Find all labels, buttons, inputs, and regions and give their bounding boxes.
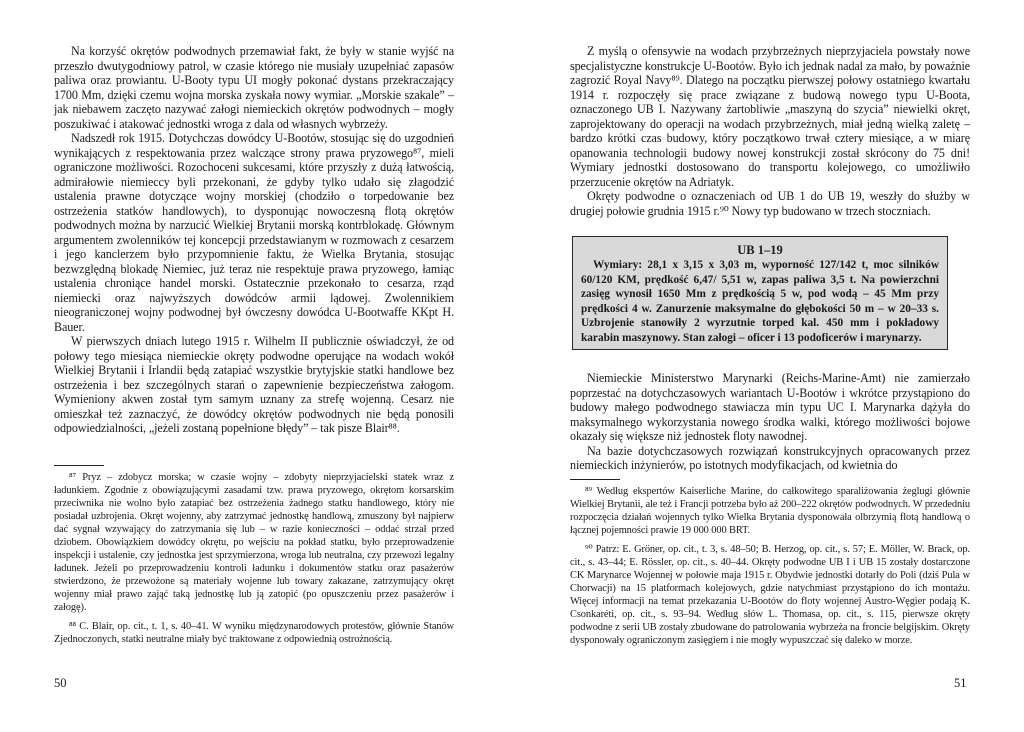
right-body-text-top [570, 44, 970, 218]
page-number: 51 [954, 676, 967, 690]
body-paragraph: Niemieckie Ministerstwo Marynarki (Reichs-Marine-Amt) nie zamierzało poprzestać na dotychczasowych wariantach U-Bootów i wkrótce przystąpiono do budowy małego podwodnego stawiacza min typu UC I. Marynarka dążyła do maksymalnego wykorzystania nowego środka walki, którego możliwości bojowe okazały się większe niż jednostek floty nawodnej. [570, 371, 970, 443]
body-paragraph: Na korzyść okrętów podwodnych przemawiał fakt, że były w stanie wyjść na przeszło dwutygodniowy patrol, w czasie którego nie musiały uzupełniać zapasów paliwa oraz prowiantu. U-Booty typu UI mogły pokonać dystans przekraczający 1700 Mm, dzięki czemu wojna morska zyskała nowy wymiar. „Morskie szakale” – jak niebawem zaczęto nazywać załogi niemieckich okrętów podwodnych – mogły poszukiwać i atakować jednostki wroga z dala od własnych wybrzeży. [54, 44, 454, 131]
right-body-text-bottom [570, 371, 970, 473]
footnote: ⁸⁷ Pryz – zdobycz morska; w czasie wojny – zdobyty nieprzyjacielski statek wraz z ładunkiem. Zgodnie z obowiązującymi zasadami tzw. prawa pryzowego, okrętom korsarskim przeciwnika nie wolno było zatapiać bez ostrzeżenia żadnego statku handlowego, który nie posiadał uzbrojenia. Okręt wojenny, aby zatrzymać jednostkę handlową, zmuszony był najpierw dać sygnał wzywający do zatrzymania się lub – w razie konieczności – oddać strzał przed dziobem. Obowiązkiem dowódcy okrętu, po wejściu na pokład statku, było przeprowadzenie inspekcji i ustalenie, czy jednostka jest sprzymierzona, wroga lub neutralna, czy przewozi legalny ładunek. Jeżeli po przeprowadzeniu kontroli ładunku i dokumentów statku oraz pasażerów stwierdzono, że przewożone są materiały wojenne lub towary zakazane, zatrzymujący okręt wojenny miał prawo zająć taką jednostkę lub ją zatopić (po opuszczeniu przez pasażerów i załogę). [54, 472, 454, 613]
box-title: UB 1–19 [737, 243, 783, 257]
body-paragraph: Z myślą o ofensywie na wodach przybrzeżnych nieprzyjaciela powstały nowe specjalistyczne konstrukcje U-Bootów. Było ich jednak nadal za mało, by poważnie zagrozić Royal Navy⁸⁹. Dlatego na początku pierwszej połowy ostatniego kwartału 1914 r. rozpoczęły się prace związane z budową nowego typu U-Boota, oznaczonego UB I. Nazywany żartobliwie „maszyną do szycia” niewielki okręt, zaprojektowany do operacji na wodach przybrzeżnych, miał jedną wielką zaletę – bardzo krótki czas budowy, który początkowo trwał cztery miesiące, a w miarę opanowania technologii budowy nowej konstrukcji został skrócony do 75 dni! Wymiary jednostki dostosowano do transportu kolejowego, co umożliwiło przerzucenie okrętów na Adriatyk. [570, 44, 970, 189]
left-body-text [54, 44, 454, 436]
footnote: ⁸⁸ C. Blair, op. cit., t. 1, s. 40–41. W wyniku międzynarodowych protestów, głównie Stanów Zjednoczonych, statki neutralne miały być traktowane z odpowiednią ostrożnością. [54, 621, 454, 645]
body-paragraph: Na bazie dotychczasowych rozwiązań konstrukcyjnych opracowanych przez niemieckich inżynierów, po istotnych modyfikacjach, od kwietnia do [570, 443, 970, 472]
box-text: Wymiary: 28,1 x 3,15 x 3,03 m, wyporność 127/142 t, moc silników 60/120 KM, prędkość 6,47/ 5,51 w, zapas paliwa 3,5 t. Na powierzchni zasięg wynosił 1650 Mm z prędkością 5 w, pod wodą – 45 Mm przy prędkości 4 w. Zanurzenie maksymalne do głębokości 50 m – w 20–33 s. Uzbrojenie stanowiły 2 wyrzutnie torped kal. 450 mm i pokładowy karabin maszynowy. Stan załogi – oficer i 13 podoficerów i marynarzy. [581, 259, 939, 344]
left-footnotes [54, 471, 454, 652]
footnote: ⁸⁹ Według ekspertów Kaiserliche Marine, do całkowitego sparaliżowania żeglugi głównie Wielkiej Brytanii, ale też i Francji potrzeba było aż 200–222 okrętów podwodnych. W przededniu rozpoczęcia działań wojennych tylko Wielka Brytania dysponowała olbrzymią flotą handlową o łącznej pojemności prawie 19 000 000 BRT. [570, 486, 970, 536]
footnote-divider [570, 479, 620, 480]
right-page [570, 0, 970, 732]
body-paragraph: W pierwszych dniach lutego 1915 r. Wilhelm II publicznie oświadczył, że od połowy tego miesiąca niemieckie okręty podwodne operujące na wodach wokół Wielkiej Brytanii i Irlandii będą zatapiać wszystkie brytyjskie statki handlowe bez ostrzeżenia i bez szczególnych starań o zapewnienie bezpieczeństwa załogom. Wymieniony akwen został tym samym uznany za strefę wojenną. Cesarz nie omieszkał też zaznaczyć, że dowódcy okrętów podwodnych nie będą ponosili odpowiedzialności, „jeżeli zostaną popełnione błędy” – tak pisze Blair⁸⁸. [54, 334, 454, 435]
body-paragraph: Nadszedł rok 1915. Dotychczas dowódcy U-Bootów, stosując się do uzgodnień wynikających z respektowania przez walczące strony prawa pryzowego⁸⁷, mieli ograniczone możliwości. Rozochoceni sukcesami, które przyszły z dużą łatwością, admirałowie niemieccy byli przekonani, że gdyby tylko udało się złagodzić ustalenia prawne dotyczące wojny morskiej (chodziło o torpedowanie bez ostrzeżenia statków handlowych), to dysponując nowoczesną flotą okrętów podwodnych można by narzucić Wielkiej Brytanii morską kontrblokadę. Głównym argumentem zwolenników tej koncepcji przedstawianym w rozmowach z cesarzem i jego kanclerzem było przypomnienie faktu, że Wielka Brytania, stosując bezwzględną blokadę Niemiec, już teraz nie respektuje prawa pryzowego, łamiąc ustalenia chroniące handel morski. Ostatecznie przekonało to cesarza, rząd niemiecki oraz najwyższych dowódców armii lądowej. Zwolennikiem nieograniczonej wojny podwodnej był ówczesny dowódca U-Bootwaffe KKpt H. Bauer. [54, 131, 454, 334]
footnote: ⁹⁰ Patrz: E. Gröner, op. cit., t. 3, s. 48–50; B. Herzog, op. cit., s. 57; E. Möller, W. Brack, op. cit., s. 43–44; E. Rössler, op. cit., s. 40–44. Okręty podwodne UB I i UB 15 zostały dostarczone CK Marynarce Wojennej w połowie maja 1915 r. Obydwie jednostki dotarły do Poli (dziś Pula w Chorwacji) na 15 platformach kolejowych, gdzie natychmiast przystąpiono do ich montażu. Więcej informacji na temat przekazania U-Bootów do floty wojennej Austro-Węgier podają K. Csonkaréti, op. cit., s. 93–94. Według słów L. Thomasa, op. cit., s. 115, pierwsze okręty podwodne z serii UB zostały zbudowane do patrolowania wybrzeża na froncie belgijskim. Okręty dysponowały ograniczonym zasięgiem i nie mogły wypuszczać się daleko w morze. [570, 544, 970, 646]
specification-box [572, 236, 948, 350]
right-footnotes [570, 485, 970, 653]
left-page [54, 0, 454, 732]
footnote-divider [54, 465, 104, 466]
page-number: 50 [54, 676, 67, 690]
body-paragraph: Okręty podwodne o oznaczeniach od UB 1 do UB 19, weszły do służby w drugiej połowie grudnia 1915 r.⁹⁰ Nowy typ budowano w trzech stoczniach. [570, 189, 970, 218]
